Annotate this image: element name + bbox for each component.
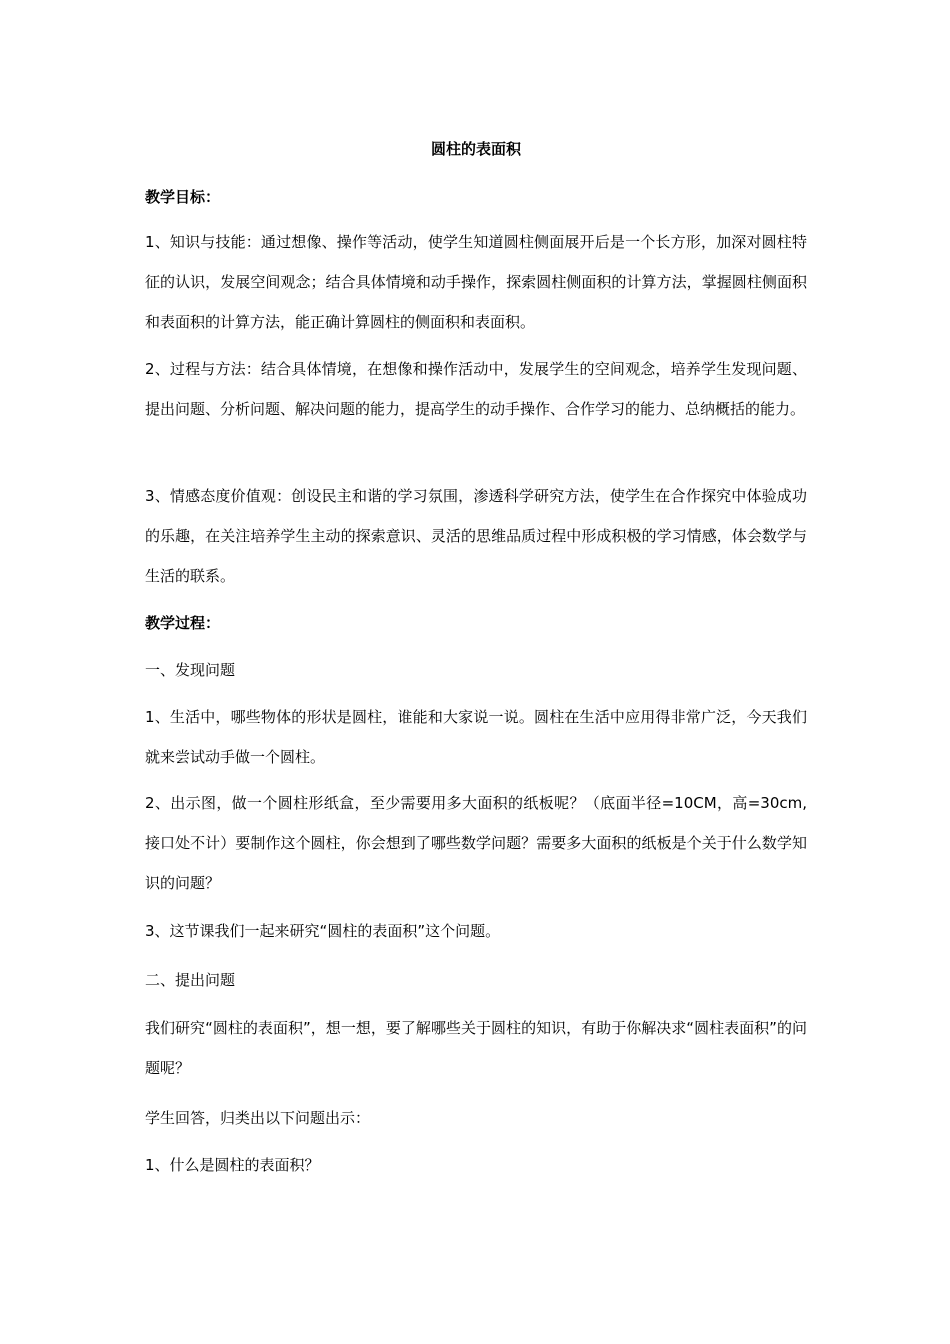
document-page [145,0,807,1344]
part1-item-2: 2、出示图，做一个圆柱形纸盒，至少需要用多大面积的纸板呢？（底面半径=10CM，高=30cm,接口处不计）要制作这个圆柱，你会想到了哪些数学问题？需要多大面积的纸板是个关于什么数学知识的问题？ [145,794,807,892]
teaching-goals-heading: 教学目标： [145,188,221,206]
part1-title: 一、发现问题 [145,661,236,679]
part1-item-3: 3、这节课我们一起来研究“圆柱的表面积”这个问题。 [145,922,501,940]
goal-emotion-paragraph: 3、情感态度价值观：创设民主和谐的学习氛围，渗透科学研究方法，使学生在合作探究中体验成功的乐趣，在关注培养学生主动的探索意识、灵活的思维品质过程中形成积极的学习情感，体会数学与生活的联系。 [145,487,807,585]
part2-question-1: 1、什么是圆柱的表面积？ [145,1156,320,1174]
part1-item-1: 1、生活中，哪些物体的形状是圆柱，谁能和大家说一说。圆柱在生活中应用得非常广泛，今天我们就来尝试动手做一个圆柱。 [145,708,807,766]
part2-answer-intro: 学生回答，归类出以下问题出示： [145,1109,371,1127]
goal-process-paragraph: 2、过程与方法：结合具体情境，在想像和操作活动中，发展学生的空间观念，培养学生发现问题、提出问题、分析问题、解决问题的能力，提高学生的动手操作、合作学习的能力、总纳概括的能力。 [145,360,807,418]
document-title: 圆柱的表面积 [430,140,521,158]
part2-intro-paragraph: 我们研究“圆柱的表面积”，想一想，要了解哪些关于圆柱的知识，有助于你解决求“圆柱表面积”的问题呢？ [145,1019,807,1077]
teaching-process-heading: 教学过程： [145,614,221,632]
part2-title: 二、提出问题 [145,971,236,989]
goal-knowledge-paragraph: 1、知识与技能：通过想像、操作等活动，使学生知道圆柱侧面展开后是一个长方形，加深对圆柱特征的认识，发展空间观念；结合具体情境和动手操作，探索圆柱侧面积的计算方法，掌握圆柱侧面积和表面积的计算方法，能正确计算圆柱的侧面积和表面积。 [145,233,807,331]
